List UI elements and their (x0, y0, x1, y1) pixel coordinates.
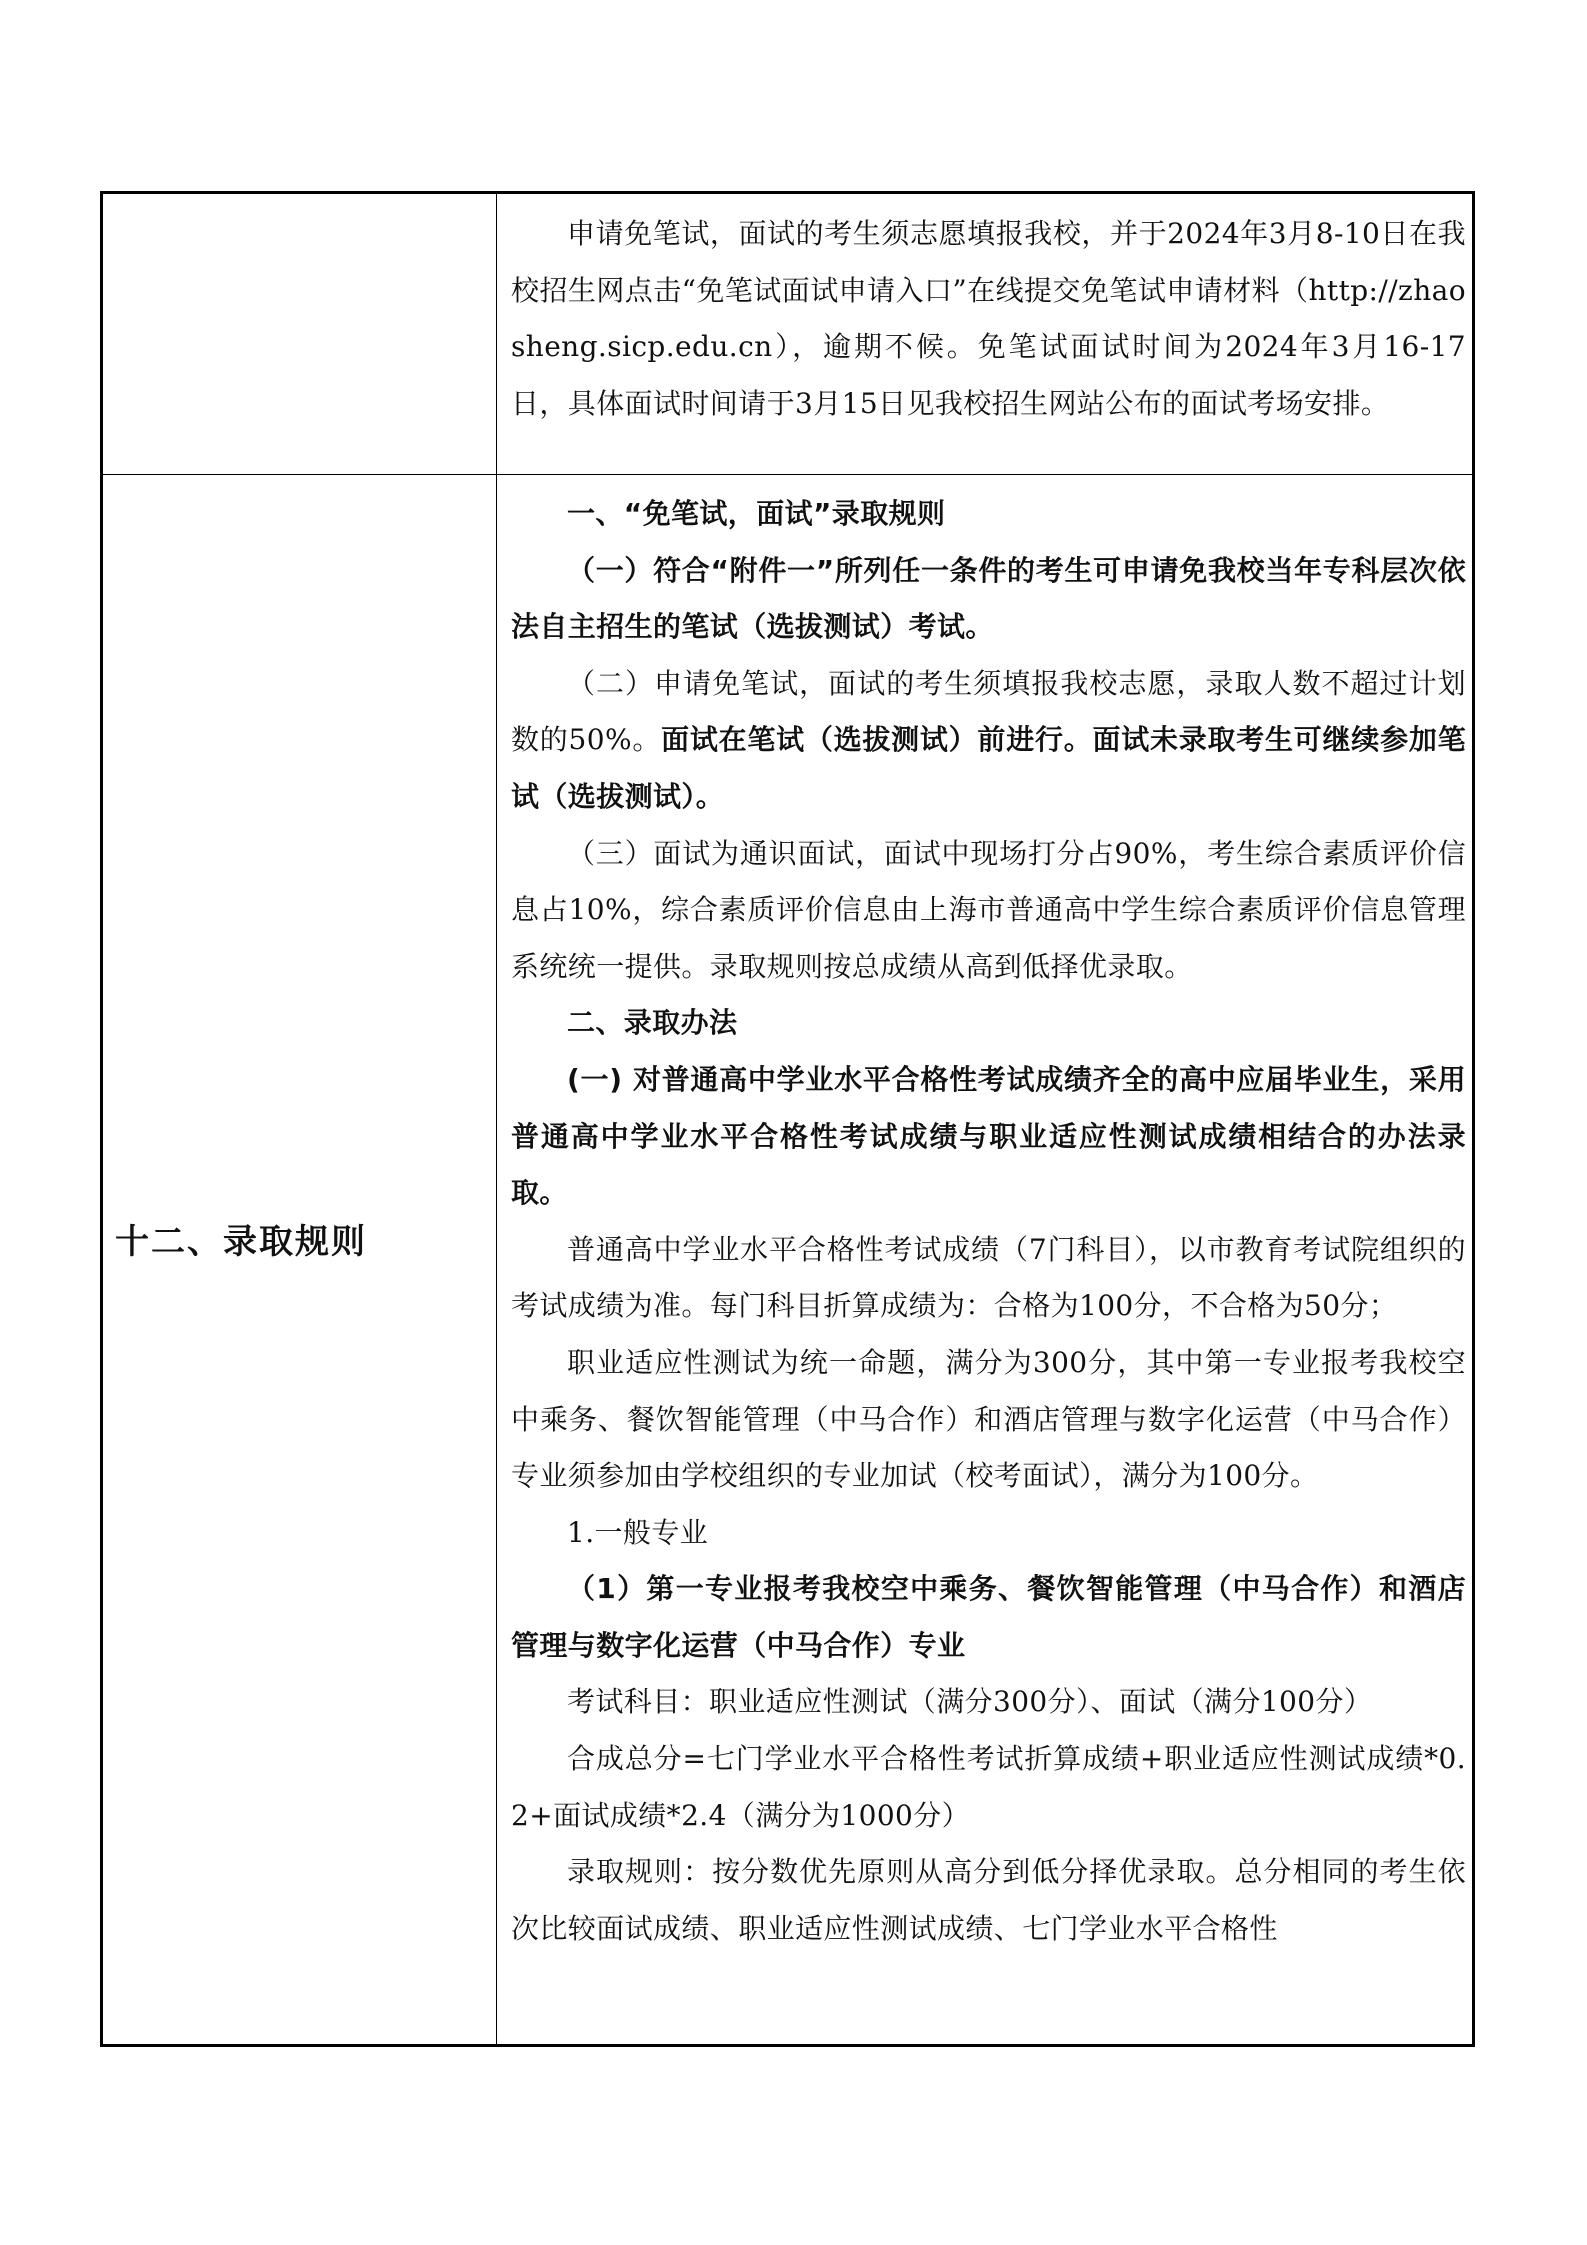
admission-rule: 录取规则：按分数优先原则从高分到低分择优录取。总分相同的考生依次比较面试成绩、职业适应性测试成绩、七门学业水平合格性 (511, 1855, 1466, 1945)
row1-paragraph: 申请免笔试，面试的考生须志愿填报我校，并于2024年3月8-10日在我校招生网点击“免笔试面试申请入口”在线提交免笔试申请材料（http://zhaosheng.sicp.edu.cn），逾期不候。免笔试面试时间为2024年3月16-17日，具体面试时间请于3月15日见我校招生网站公布的面试考场安排。 (511, 217, 1466, 420)
section-heading-2: 二、录取办法 (567, 1006, 738, 1040)
row-divider (103, 474, 1472, 475)
rule-paragraph-2-normal: （二）申请免笔试，面试的考生须填报我校志愿，录取人数不超过计划数的50%。 (511, 666, 1466, 757)
major-group-heading: （1）第一专业报考我校空中乘务、餐饮智能管理（中马合作）和酒店管理与数字化运营（中马合作）专业 (511, 1572, 1466, 1662)
subheading-general-majors: 1.一般专业 (567, 1515, 709, 1549)
rule-paragraph-3: （三）面试为通识面试，面试中现场打分占90%，考生综合素质评价信息占10%，综合素质评价信息由上海市普通高中学生综合素质评价信息管理系统统一提供。录取规则按总成绩从高到低择优录取。 (511, 836, 1466, 983)
method-paragraph-3: 职业适应性测试为统一命题，满分为300分，其中第一专业报考我校空中乘务、餐饮智能管理（中马合作）和酒店管理与数字化运营（中马合作）专业须参加由学校组织的专业加试（校考面试），满分为100分。 (511, 1345, 1466, 1493)
rule-paragraph-2 (511, 656, 1466, 826)
column-divider (496, 194, 497, 2044)
rule-paragraph-2-bold: 面试在笔试（选拔测试）前进行。面试未录取考生可继续参加笔试（选拔测试）。 (511, 723, 1466, 813)
rule-paragraph-1: （一）符合“附件一”所列任一条件的考生可申请免我校当年专科层次依法自主招生的笔试（选拔测试）考试。 (511, 553, 1466, 644)
admission-table (100, 191, 1475, 2047)
total-score-formula: 合成总分=七门学业水平合格性考试折算成绩+职业适应性测试成绩*0.2+面试成绩*2.4（满分为1000分） (511, 1742, 1466, 1832)
row1-content-cell (511, 206, 1466, 432)
method-paragraph-2: 普通高中学业水平合格性考试成绩（7门科目），以市教育考试院组织的考试成绩为准。每门科目折算成绩为：合格为100分，不合格为50分； (511, 1232, 1466, 1323)
section-heading-1: 一、“免笔试，面试”录取规则 (567, 497, 946, 530)
exam-subjects: 考试科目：职业适应性测试（满分300分）、面试（满分100分） (567, 1685, 1373, 1719)
method-paragraph-1: (一) 对普通高中学业水平合格性考试成绩齐全的高中应届毕业生，采用普通高中学业水平合格性考试成绩与职业适应性测试成绩相结合的办法录取。 (511, 1062, 1466, 1210)
row2-label: 十二、录取规则 (115, 1222, 367, 1262)
row2-content-cell (511, 486, 1466, 1957)
